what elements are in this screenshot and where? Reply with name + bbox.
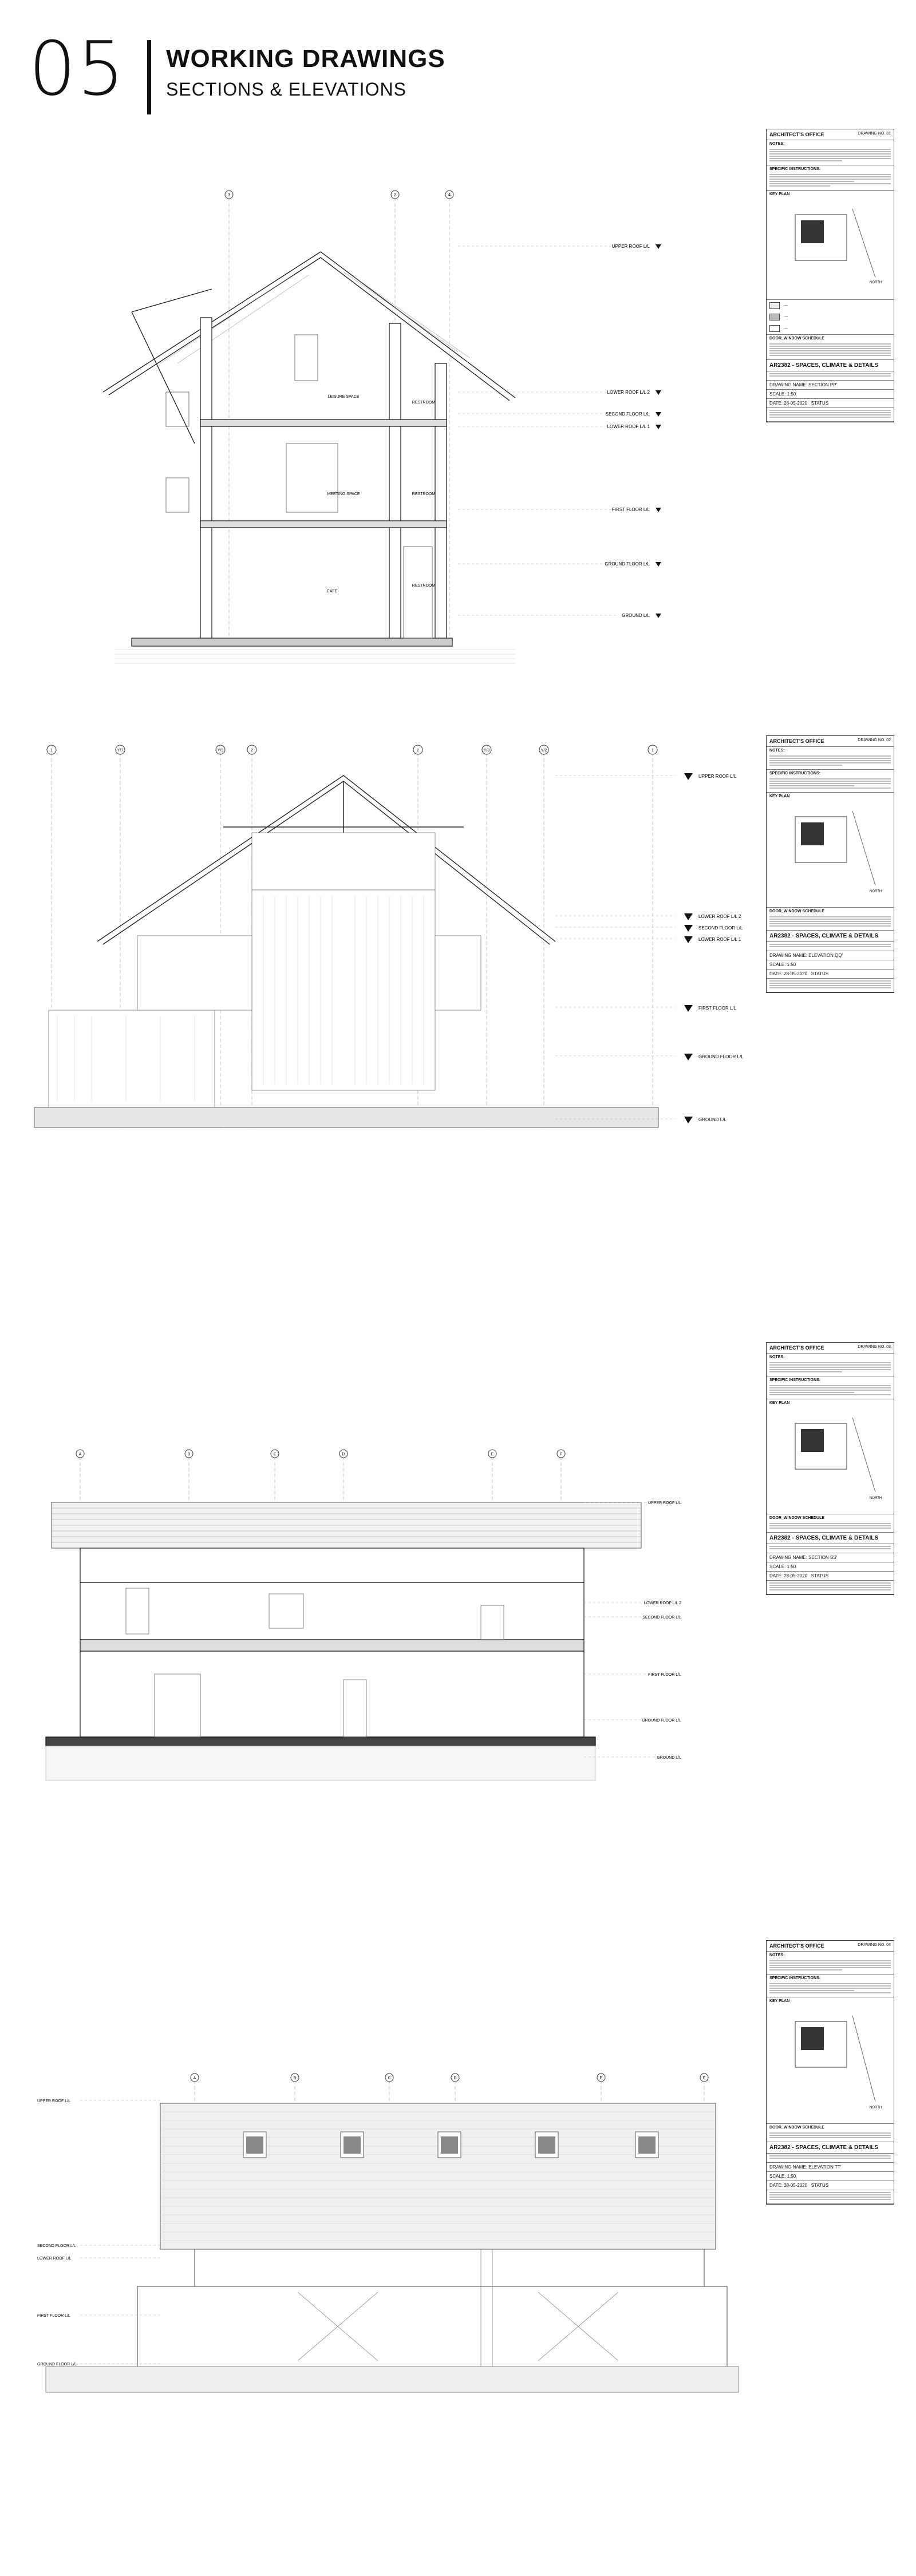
grid-label: B (187, 1453, 191, 1457)
level-label: FIRST FLOOR L/L (648, 1673, 681, 1677)
elevation-drawing-2 (23, 730, 750, 1302)
scale: SCALE: 1:50 (767, 960, 894, 970)
level-label: SECOND FLOOR L/L (37, 2244, 76, 2248)
scale: SCALE: 1:50 (767, 2172, 894, 2181)
level-label: FIRST FLOOR L/L (698, 1006, 737, 1011)
header-divider (147, 40, 151, 114)
title-block-3 (766, 1342, 894, 1595)
status: STATUS (811, 1573, 829, 1578)
drawing-name: DRAWING NAME: ELEVATION QQ' (767, 951, 894, 960)
project-title: AR2382 - SPACES, CLIMATE & DETAILS (767, 931, 894, 942)
drawing-ref: DRAWING NO. 01 (858, 132, 891, 136)
section-drawing-1 (23, 123, 750, 695)
scale: SCALE: 1:50 (767, 390, 894, 399)
level-label: FIRST FLOOR L/L (37, 2314, 70, 2318)
date: DATE: 28-05-2020 (769, 2183, 808, 2188)
section-drawing-3 (23, 1336, 750, 1909)
level-label: GROUND FLOOR L/L (605, 561, 650, 567)
drawing-ref: DRAWING NO. 03 (858, 1345, 891, 1349)
title-block-1: ARCHITECT'S OFFICE DRAWING NO. 01 NOTES: SPECIFIC INSTRUCTIONS: KEY PLAN NORTH — — — DOOR_WINDOW SCHEDULE AR2382 - SPACES, CLIMATE & DETAILS DRAWING NAME: SECTION PP' SCALE: 1:50 DATE: 28-05-2020 STATUS (766, 129, 894, 422)
grid-label: C (388, 2076, 391, 2080)
level-label: LOWER ROOF L/L (37, 2257, 72, 2261)
key-plan-heading: KEY PLAN (769, 1999, 790, 2003)
level-label: UPPER ROOF L/L (37, 2099, 70, 2103)
grid-label: 1 (50, 749, 53, 753)
grid-label: B (293, 2076, 297, 2080)
scale: SCALE: 1:50 (767, 1562, 894, 1572)
grid-label: Y/7 (117, 749, 124, 753)
level-label: LOWER ROOF L/L 1 (607, 424, 650, 429)
instructions-heading: SPECIFIC INSTRUCTIONS: (769, 167, 821, 171)
elevation-drawing-4 (23, 1943, 750, 2573)
grid-label: D (453, 2076, 457, 2080)
grid-label: 3 (227, 192, 231, 197)
level-label: SECOND FLOOR L/L (698, 925, 743, 931)
notes-heading: NOTES: (769, 1355, 785, 1359)
date: DATE: 28-05-2020 (769, 1573, 808, 1578)
office-name: ARCHITECT'S OFFICE (769, 738, 824, 744)
notes-heading: NOTES: (769, 1953, 785, 1957)
instructions-heading: SPECIFIC INSTRUCTIONS: (769, 1378, 821, 1382)
level-label: LOWER ROOF L/L 2 (607, 390, 650, 395)
grid-label: C (273, 1453, 277, 1457)
grid-label: A (78, 1453, 82, 1457)
section-number: 05 (29, 25, 126, 112)
key-plan-icon (767, 1406, 893, 1503)
level-label: GROUND L/L (657, 1756, 681, 1760)
north-label: NORTH (870, 890, 882, 893)
grid-label: 1 (652, 749, 654, 753)
north-label: NORTH (870, 1497, 882, 1500)
grid-label: A (193, 2076, 196, 2080)
room-label: RESTROOM (412, 401, 436, 405)
grid-label: 2 (417, 749, 419, 753)
office-name: ARCHITECT'S OFFICE (769, 132, 824, 137)
key-plan-icon (767, 197, 893, 289)
drawing-name: DRAWING NAME: SECTION PP' (767, 381, 894, 390)
office-name: ARCHITECT'S OFFICE (769, 1345, 824, 1351)
project-title: AR2382 - SPACES, CLIMATE & DETAILS (767, 360, 894, 371)
key-plan-heading: KEY PLAN (769, 794, 790, 798)
level-label: LOWER ROOF L/L 2 (643, 1601, 681, 1605)
north-label: NORTH (870, 2106, 882, 2110)
level-label: GROUND L/L (698, 1117, 727, 1122)
room-label: RESTROOM (412, 492, 436, 496)
room-label: MEETING SPACE (327, 492, 360, 496)
grid-label: F (702, 2076, 706, 2080)
schedule-heading: DOOR_WINDOW SCHEDULE (769, 337, 825, 341)
level-label: GROUND FLOOR L/L (642, 1719, 681, 1723)
key-plan-heading: KEY PLAN (769, 192, 790, 196)
grid-label: 2 (251, 749, 253, 753)
sheet-section-ss (0, 1336, 916, 1926)
project-title: AR2382 - SPACES, CLIMATE & DETAILS (767, 2142, 894, 2154)
grid-label: D (342, 1453, 345, 1457)
drawing-ref: DRAWING NO. 02 (858, 738, 891, 742)
key-plan-icon (767, 800, 893, 897)
grid-label: F (559, 1453, 563, 1457)
sheet-section-pp (0, 123, 916, 713)
title-block-2 (766, 735, 894, 993)
grid-label: 4 (448, 192, 451, 197)
grid-label: Y/2 (540, 749, 547, 753)
status: STATUS (811, 401, 829, 406)
level-label: LOWER ROOF L/L 2 (698, 914, 741, 919)
drawing-name: DRAWING NAME: SECTION SS' (767, 1553, 894, 1562)
grid-label: E (491, 1453, 494, 1457)
room-label: LEISURE SPACE (327, 395, 360, 399)
schedule-heading: DOOR_WINDOW SCHEDULE (769, 2126, 825, 2130)
key-plan-icon (767, 2004, 893, 2113)
status: STATUS (811, 971, 829, 976)
date: DATE: 28-05-2020 (769, 401, 808, 406)
grid-label: E (599, 2076, 603, 2080)
section-subtitle: SECTIONS & ELEVATIONS (166, 79, 406, 100)
level-label: GROUND L/L (622, 613, 650, 618)
title-block-4 (766, 1940, 894, 2205)
level-label: UPPER ROOF L/L (648, 1501, 681, 1505)
level-label: UPPER ROOF L/L (611, 244, 650, 249)
level-label: UPPER ROOF L/L (698, 774, 737, 779)
instructions-heading: SPECIFIC INSTRUCTIONS: (769, 1976, 821, 1980)
key-plan-heading: KEY PLAN (769, 1401, 790, 1405)
schedule-heading: DOOR_WINDOW SCHEDULE (769, 1516, 825, 1520)
room-label: RESTROOM (412, 584, 436, 588)
level-label: LOWER ROOF L/L 1 (698, 937, 741, 942)
sheet-elevation-qq (0, 730, 916, 1319)
room-label: CAFE (326, 589, 338, 593)
status: STATUS (811, 2183, 829, 2188)
grid-label: Y/3 (483, 749, 490, 753)
grid-label: 2 (393, 192, 397, 197)
office-name: ARCHITECT'S OFFICE (769, 1943, 824, 1949)
sheet-elevation-tt (0, 1943, 916, 2533)
grid-label: Y/5 (217, 749, 224, 753)
project-title: AR2382 - SPACES, CLIMATE & DETAILS (767, 1533, 894, 1544)
level-label: SECOND FLOOR L/L (605, 411, 650, 417)
drawing-name: DRAWING NAME: ELEVATION TT' (767, 2163, 894, 2172)
level-label: SECOND FLOOR L/L (642, 1616, 681, 1620)
notes-heading: NOTES: (769, 749, 785, 753)
notes-heading: NOTES: (769, 142, 785, 146)
date: DATE: 28-05-2020 (769, 971, 808, 976)
section-title: WORKING DRAWINGS (166, 45, 445, 73)
level-label: FIRST FLOOR L/L (611, 507, 650, 512)
drawing-ref: DRAWING NO. 04 (858, 1943, 891, 1947)
instructions-heading: SPECIFIC INSTRUCTIONS: (769, 771, 821, 775)
schedule-heading: DOOR_WINDOW SCHEDULE (769, 909, 825, 913)
north-label: NORTH (870, 281, 882, 284)
level-label: GROUND FLOOR L/L (37, 2363, 77, 2367)
level-label: GROUND FLOOR L/L (698, 1054, 744, 1059)
